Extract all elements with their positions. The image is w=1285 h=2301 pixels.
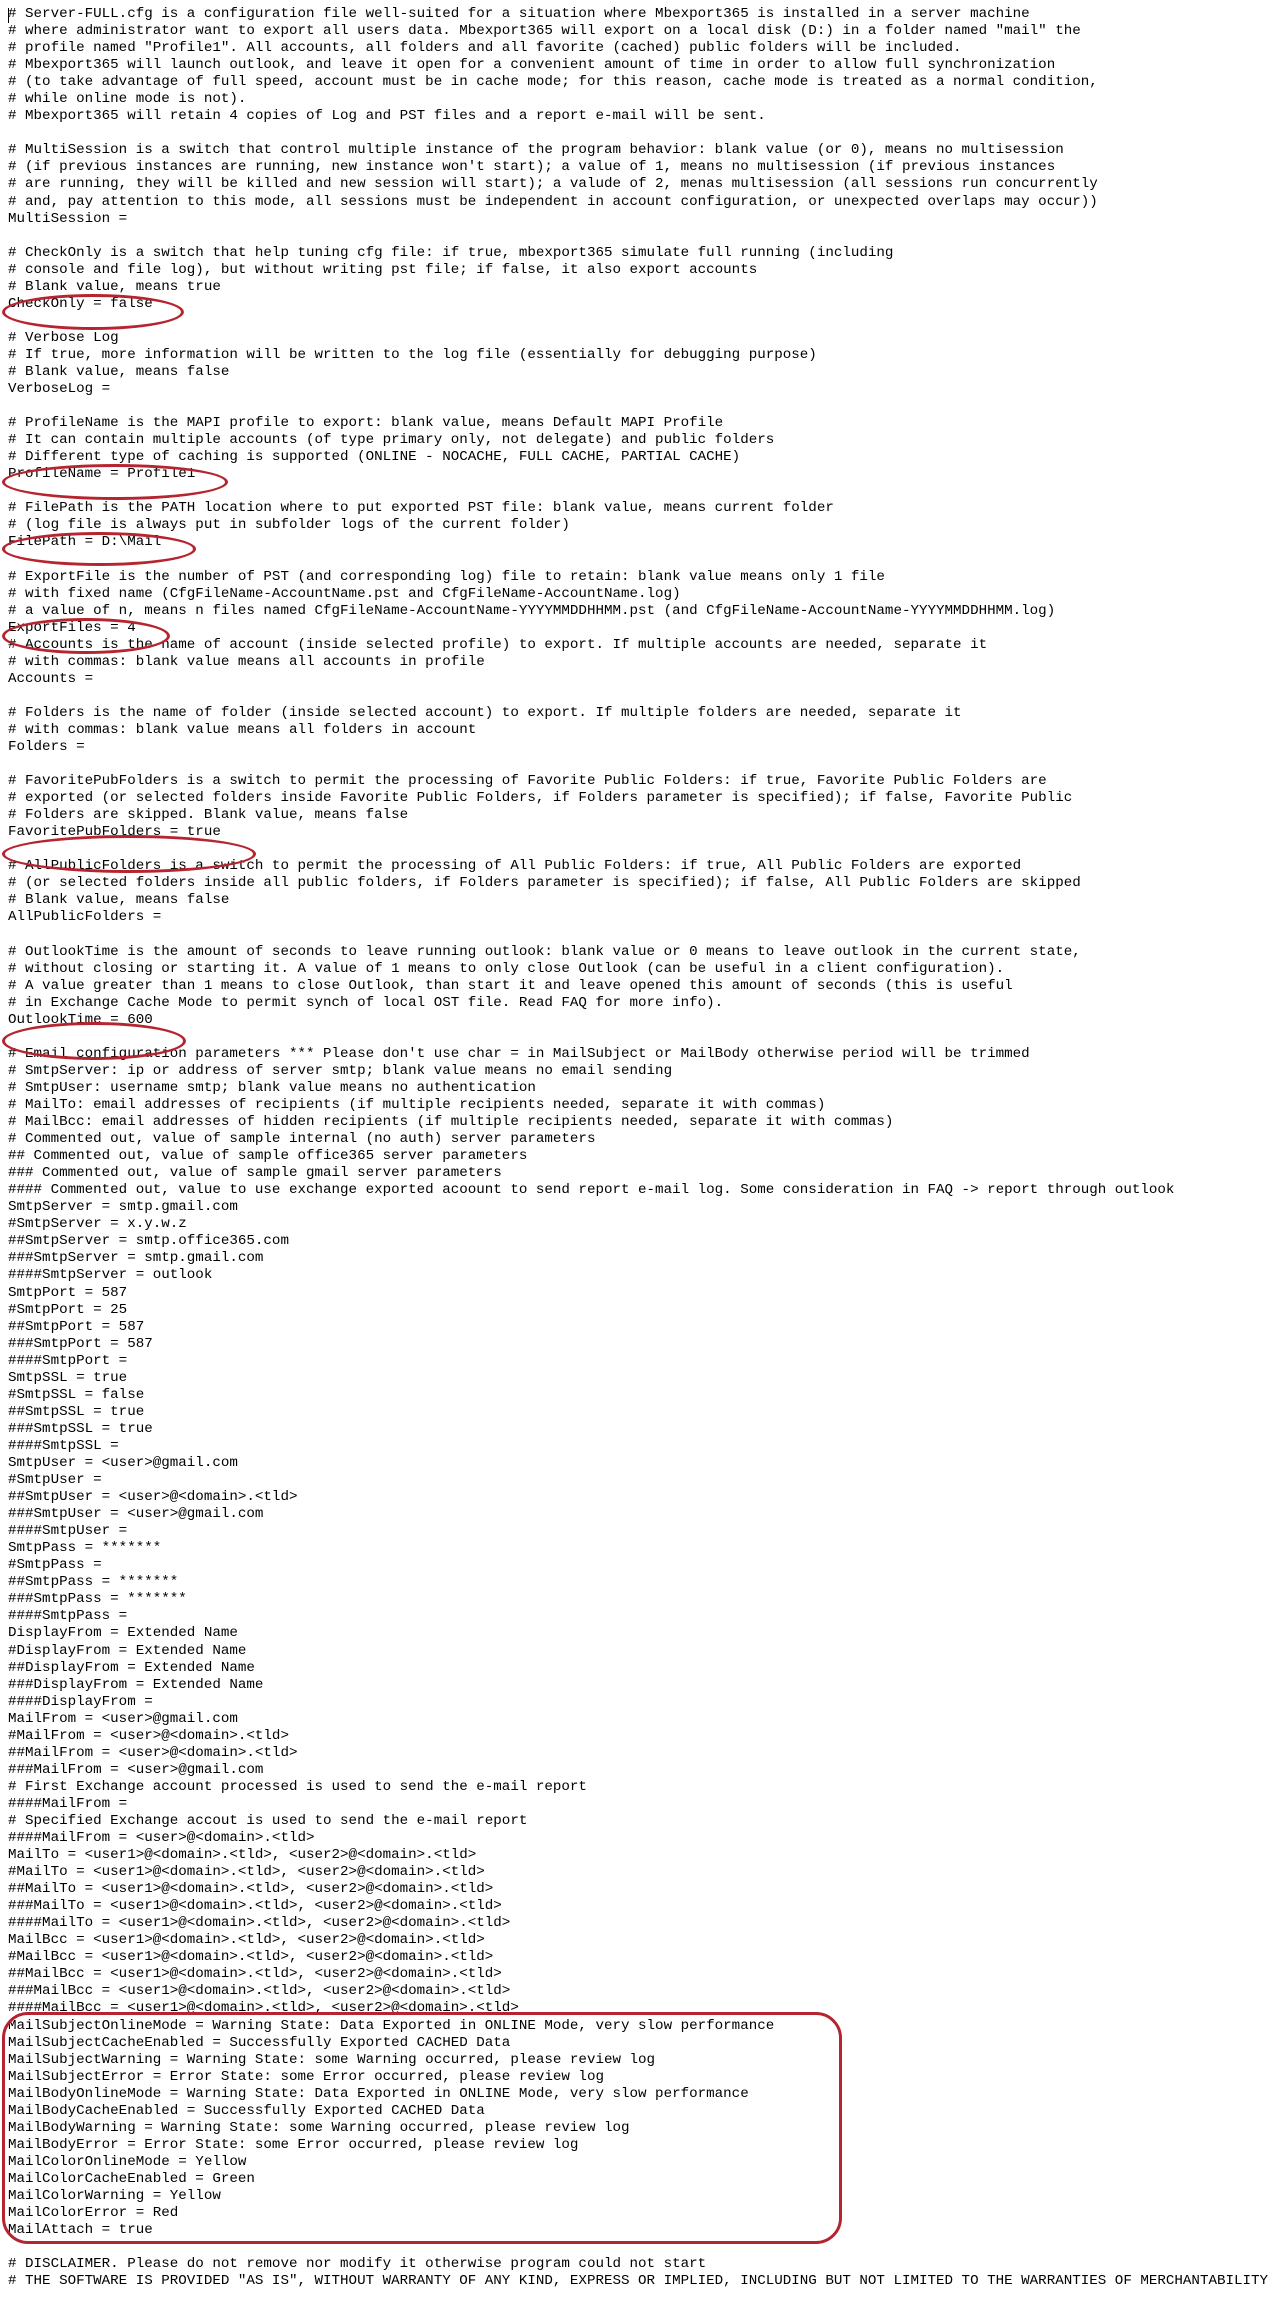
config-line: MailColorWarning = Yellow	[8, 2188, 221, 2204]
config-line: ####SmtpUser =	[8, 1523, 128, 1540]
config-line: #MailBcc = <user1>@<domain>.<tld>, <user2>@<domain>.<tld>	[8, 1949, 494, 1966]
config-line: # SmtpUser: username smtp; blank value means no authentication	[8, 1079, 536, 1096]
config-line: # MultiSession is a switch that control multiple instance of the program behavior: blank value (or 0), means no multisession	[8, 142, 1064, 159]
config-line: # Different type of caching is supported (ONLINE - NOCACHE, FULL CACHE, PARTIAL CACHE)	[8, 449, 741, 466]
config-line: ##SmtpUser = <user>@<domain>.<tld>	[8, 1489, 298, 1506]
config-line: # are running, they will be killed and new session will start); a valude of 2, menas multisession (all sessions run concurrently	[8, 176, 1098, 193]
config-line: SmtpUser = <user>@gmail.com	[8, 1454, 238, 1471]
config-line: DisplayFrom = Extended Name	[8, 1625, 238, 1642]
config-line: MailBodyWarning = Warning State: some Warning occurred, please review log	[8, 2119, 630, 2136]
config-line: ###SmtpServer = smtp.gmail.com	[8, 1250, 264, 1267]
config-line: ###SmtpSSL = true	[8, 1420, 153, 1437]
config-line	[8, 756, 1268, 773]
config-line: ##SmtpPass = *******	[8, 1574, 179, 1591]
config-line: ProfileName = Profile1	[8, 466, 196, 483]
config-line: # ExportFile is the number of PST (and corresponding log) file to retain: blank value means only 1 file	[8, 568, 885, 585]
config-line: Accounts =	[8, 670, 94, 687]
config-line: MailAttach = true	[8, 2222, 153, 2239]
config-line: ###MailBcc = <user1>@<domain>.<tld>, <user2>@<domain>.<tld>	[8, 1983, 511, 2000]
config-line: #MailTo = <user1>@<domain>.<tld>, <user2>@<domain>.<tld>	[8, 1864, 485, 1881]
config-line: #MailFrom = <user>@<domain>.<tld>	[8, 1727, 289, 1744]
config-line: # Folders are skipped. Blank value, means false	[8, 807, 409, 824]
config-line: ###MailFrom = <user>@gmail.com	[8, 1761, 264, 1778]
config-line: #SmtpPass =	[8, 1557, 102, 1574]
config-line: # It can contain multiple accounts (of type primary only, not delegate) and public folders	[8, 432, 775, 449]
config-line: # Server-FULL.cfg is a configuration file well-suited for a situation where Mbexport365 is installed in a server machine	[8, 6, 1030, 22]
config-line: MailColorOnlineMode = Yellow	[8, 2153, 247, 2170]
config-line: # Accounts is the name of account (inside selected profile) to export. If multiple accounts are needed, separate it	[8, 636, 988, 653]
config-line: MailColorCacheEnabled = Green	[8, 2170, 255, 2187]
config-line: # SmtpServer: ip or address of server smtp; blank value means no email sending	[8, 1062, 673, 1079]
config-line: # DISCLAIMER. Please do not remove nor modify it otherwise program could not start	[8, 2256, 707, 2273]
config-line: # Mbexport365 will retain 4 copies of Log and PST files and a report e-mail will be sent.	[8, 108, 766, 125]
config-line: SmtpPass = *******	[8, 1540, 162, 1557]
config-line: # Mbexport365 will launch outlook, and leave it open for a convenient amount of time in order to allow full synchronization	[8, 57, 1056, 74]
config-line: ####SmtpPass =	[8, 1608, 128, 1625]
config-line: #SmtpPort = 25	[8, 1301, 128, 1318]
config-line	[8, 688, 1268, 705]
config-line: # OutlookTime is the amount of seconds to leave running outlook: blank value or 0 means to leave outlook in the current state,	[8, 943, 1081, 960]
config-line: # a value of n, means n files named CfgFileName-AccountName-YYYYMMDDHHMM.pst (and CfgFileName-AccountName-YYYYMMDDHHMM.log)	[8, 602, 1056, 619]
config-line: MailBcc = <user1>@<domain>.<tld>, <user2>@<domain>.<tld>	[8, 1932, 485, 1949]
config-line	[8, 552, 1268, 569]
config-line: SmtpServer = smtp.gmail.com	[8, 1199, 238, 1216]
config-line: ###MailTo = <user1>@<domain>.<tld>, <user2>@<domain>.<tld>	[8, 1898, 502, 1915]
config-line: #SmtpUser =	[8, 1472, 102, 1489]
config-line: # THE SOFTWARE IS PROVIDED "AS IS", WITHOUT WARRANTY OF ANY KIND, EXPRESS OR IMPLIED, INCLUDING BUT NOT LIMITED TO THE WARRANTIES OF MERCHANTABILITY	[8, 2273, 1269, 2290]
config-line	[8, 2239, 1268, 2256]
config-line: MultiSession =	[8, 210, 128, 227]
config-line: SmtpPort = 587	[8, 1284, 128, 1301]
config-line: # First Exchange account processed is used to send the e-mail report	[8, 1778, 587, 1795]
config-line: # MailTo: email addresses of recipients (if multiple recipients needed, separate it with commas)	[8, 1097, 826, 1113]
config-line	[8, 483, 1268, 500]
config-line: # A value greater than 1 means to close Outlook, than start it and leave opened this amount of seconds (this is useful	[8, 977, 1013, 994]
config-line: MailSubjectOnlineMode = Warning State: Data Exported in ONLINE Mode, very slow performance	[8, 2017, 775, 2034]
config-line: FilePath = D:\Mail	[8, 534, 162, 551]
config-line: ### Commented out, value of sample gmail server parameters	[8, 1165, 502, 1182]
config-line: # Email configuration parameters *** Please don't use char = in MailSubject or MailBody otherwise period will be trimmed	[8, 1045, 1030, 1062]
config-line: # Blank value, means false	[8, 363, 230, 380]
config-line: MailTo = <user1>@<domain>.<tld>, <user2>@<domain>.<tld>	[8, 1847, 477, 1864]
config-line: ###SmtpPort = 587	[8, 1335, 153, 1352]
config-line: FavoritePubFolders = true	[8, 824, 221, 841]
config-line: ###SmtpUser = <user>@gmail.com	[8, 1506, 264, 1523]
config-line: ####MailTo = <user1>@<domain>.<tld>, <user2>@<domain>.<tld>	[8, 1915, 511, 1932]
config-line: #SmtpSSL = false	[8, 1386, 145, 1403]
config-line: ####MailFrom =	[8, 1795, 128, 1812]
config-line: MailBodyCacheEnabled = Successfully Exported CACHED Data	[8, 2102, 485, 2119]
config-line: # where administrator want to export all users data. Mbexport365 will export on a local disk (D:) in a folder named "mail" the	[8, 23, 1081, 40]
config-line: # console and file log), but without writing pst file; if false, it also export accounts	[8, 261, 758, 278]
config-line: # FilePath is the PATH location where to put exported PST file: blank value, means current folder	[8, 500, 834, 517]
config-line	[8, 228, 1268, 245]
config-line	[8, 313, 1268, 330]
config-line: # (log file is always put in subfolder logs of the current folder)	[8, 517, 570, 534]
config-line: MailSubjectError = Error State: some Error occurred, please review log	[8, 2068, 604, 2085]
config-line: # while online mode is not).	[8, 91, 247, 108]
config-line: #### Commented out, value to use exchange exported acoount to send report e-mail log. Some consideration in FAQ -> report through outlook	[8, 1182, 1175, 1199]
config-line: ####MailBcc = <user1>@<domain>.<tld>, <user2>@<domain>.<tld>	[8, 2000, 519, 2017]
config-line: ####DisplayFrom =	[8, 1693, 153, 1710]
config-line: ####SmtpServer = outlook	[8, 1267, 213, 1284]
config-line: AllPublicFolders =	[8, 909, 162, 926]
config-line: # If true, more information will be written to the log file (essentially for debugging purpose)	[8, 346, 817, 363]
config-line: MailBodyError = Error State: some Error occurred, please review log	[8, 2136, 579, 2153]
config-line: ####MailFrom = <user>@<domain>.<tld>	[8, 1830, 315, 1847]
config-line: # with commas: blank value means all folders in account	[8, 721, 477, 738]
config-line	[8, 1029, 1268, 1046]
config-line: MailColorError = Red	[8, 2205, 179, 2222]
config-line: SmtpSSL = true	[8, 1369, 128, 1386]
config-line: # Specified Exchange accout is used to send the e-mail report	[8, 1812, 528, 1829]
config-line: MailFrom = <user>@gmail.com	[8, 1710, 238, 1727]
config-line: ExportFiles = 4	[8, 619, 136, 636]
config-line: # Folders is the name of folder (inside selected account) to export. If multiple folders are needed, separate it	[8, 704, 962, 721]
config-line: ##SmtpSSL = true	[8, 1403, 145, 1420]
config-line: ##DisplayFrom = Extended Name	[8, 1659, 255, 1676]
config-line: #DisplayFrom = Extended Name	[8, 1642, 247, 1659]
config-line: ##SmtpPort = 587	[8, 1318, 145, 1335]
config-line	[8, 927, 1268, 944]
config-line: # Blank value, means false	[8, 892, 230, 909]
config-line: # in Exchange Cache Mode to permit synch of local OST file. Read FAQ for more info).	[8, 994, 724, 1011]
config-line: ##MailTo = <user1>@<domain>.<tld>, <user2>@<domain>.<tld>	[8, 1881, 494, 1898]
config-line: VerboseLog =	[8, 381, 111, 398]
config-line: # CheckOnly is a switch that help tuning cfg file: if true, mbexport365 simulate full running (including	[8, 244, 894, 261]
config-line: # Blank value, means true	[8, 278, 221, 295]
config-line	[8, 841, 1268, 858]
config-line	[8, 125, 1268, 142]
config-line: # with commas: blank value means all accounts in profile	[8, 653, 485, 670]
config-line: ####SmtpPort =	[8, 1352, 128, 1369]
config-line: # (to take advantage of full speed, account must be in cache mode; for this reason, cache mode is treated as a normal condition,	[8, 74, 1098, 91]
config-line: MailSubjectCacheEnabled = Successfully Exported CACHED Data	[8, 2034, 511, 2051]
config-line: #SmtpServer = x.y.w.z	[8, 1216, 187, 1233]
config-line: # FavoritePubFolders is a switch to permit the processing of Favorite Public Folders: if true, Favorite Public Folders are	[8, 773, 1047, 790]
config-lines	[8, 6, 1268, 2290]
config-line: # and, pay attention to this mode, all sessions must be independent in account configuration, or unexpected overlaps may occur))	[8, 193, 1098, 210]
config-line: # with fixed name (CfgFileName-AccountName.pst and CfgFileName-AccountName.log)	[8, 585, 681, 602]
config-line: Folders =	[8, 739, 85, 756]
config-line: # Commented out, value of sample internal (no auth) server parameters	[8, 1131, 596, 1148]
config-line: # (or selected folders inside all public folders, if Folders parameter is specified); if false, All Public Folders are skipped	[8, 875, 1081, 892]
config-line: # ProfileName is the MAPI profile to export: blank value, means Default MAPI Profile	[8, 415, 724, 432]
config-line: MailBodyOnlineMode = Warning State: Data Exported in ONLINE Mode, very slow performance	[8, 2085, 749, 2102]
config-line: # exported (or selected folders inside Favorite Public Folders, if Folders parameter is specified); if false, Favorite Public	[8, 790, 1073, 807]
config-line: MailSubjectWarning = Warning State: some Warning occurred, please review log	[8, 2051, 656, 2068]
config-line: # Verbose Log	[8, 329, 119, 346]
config-line: OutlookTime = 600	[8, 1011, 153, 1028]
config-line: # (if previous instances are running, new instance won't start); a value of 1, means no multisession (if previous instances	[8, 159, 1056, 176]
config-line: # without closing or starting it. A value of 1 means to only close Outlook (can be useful in a client configuration).	[8, 960, 1005, 977]
config-line	[8, 398, 1268, 415]
config-line: # profile named "Profile1". All accounts, all folders and all favorite (cached) public folders will be included.	[8, 40, 962, 57]
config-line: ###DisplayFrom = Extended Name	[8, 1676, 264, 1693]
config-line: ####SmtpSSL =	[8, 1437, 119, 1454]
config-line: ##SmtpServer = smtp.office365.com	[8, 1233, 289, 1250]
config-line: # AllPublicFolders is a switch to permit the processing of All Public Folders: if true, All Public Folders are exported	[8, 858, 1022, 875]
config-line: ##MailBcc = <user1>@<domain>.<tld>, <user2>@<domain>.<tld>	[8, 1966, 502, 1983]
config-line: CheckOnly = false	[8, 295, 153, 312]
config-line: ###SmtpPass = *******	[8, 1591, 187, 1608]
config-line: ##MailFrom = <user>@<domain>.<tld>	[8, 1744, 298, 1761]
config-line: ## Commented out, value of sample office365 server parameters	[8, 1148, 528, 1165]
config-line: # MailBcc: email addresses of hidden recipients (if multiple recipients needed, separate it with commas)	[8, 1114, 894, 1131]
